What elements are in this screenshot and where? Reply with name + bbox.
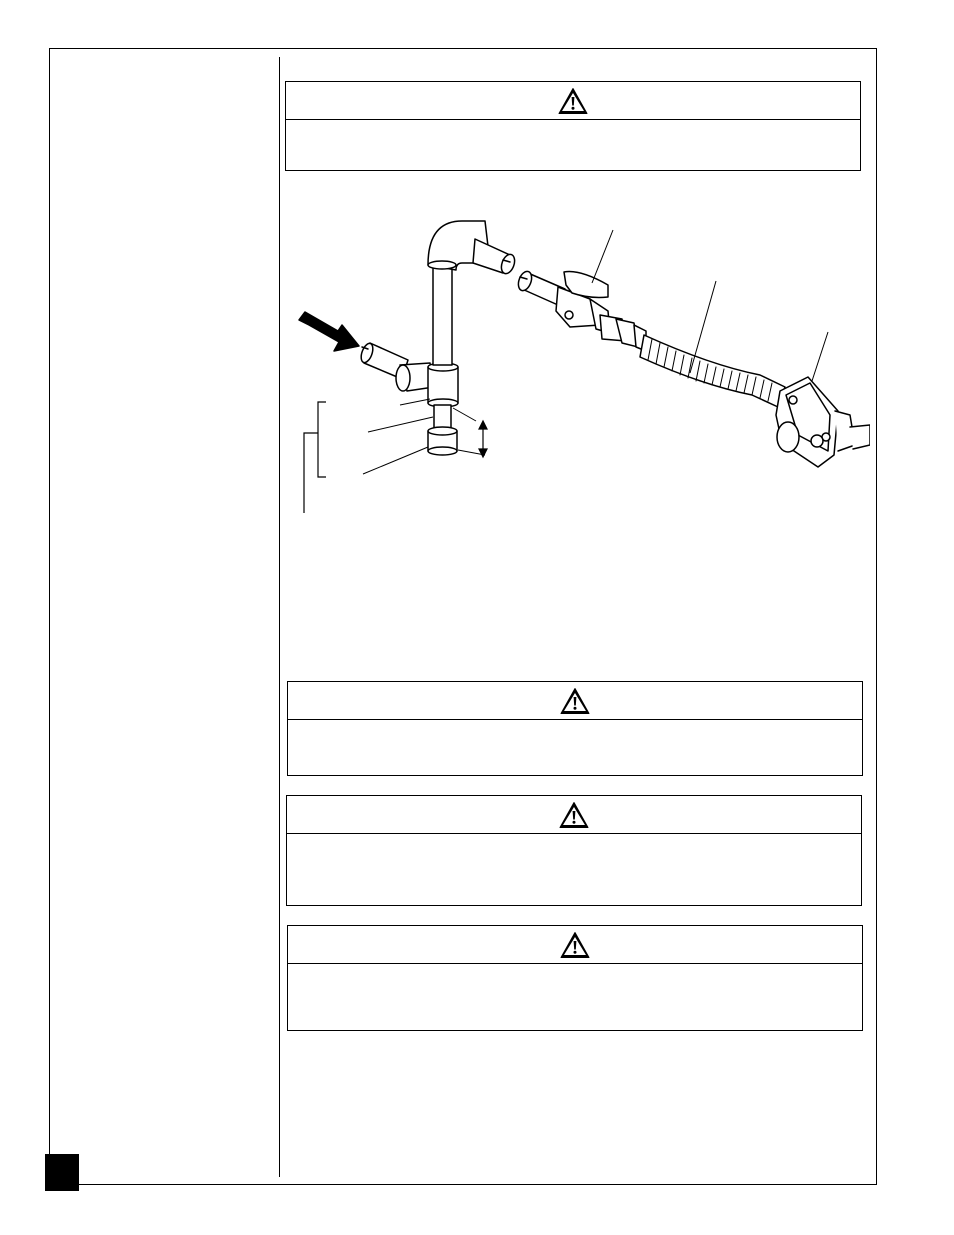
gas-piping-diagram — [290, 215, 870, 520]
warning-header — [288, 682, 862, 720]
warning-header — [286, 82, 860, 120]
vertical-riser-pipe — [433, 265, 452, 365]
warning-header — [287, 796, 861, 834]
column-divider — [279, 57, 280, 1177]
tee-fitting — [428, 367, 458, 403]
warning-box-4 — [287, 925, 863, 1031]
warning-triangle-icon — [560, 931, 590, 959]
warning-triangle-icon — [560, 687, 590, 715]
warning-triangle-icon — [559, 801, 589, 829]
warning-box-1 — [285, 81, 861, 171]
warning-triangle-icon — [558, 87, 588, 115]
warning-header — [288, 926, 862, 964]
warning-box-2 — [287, 681, 863, 776]
sediment-nipple — [434, 405, 451, 429]
page-number-tab — [45, 1154, 79, 1191]
flexible-gas-connector — [640, 335, 785, 407]
warning-box-3 — [286, 795, 862, 906]
gas-flow-arrow-icon — [299, 312, 359, 351]
